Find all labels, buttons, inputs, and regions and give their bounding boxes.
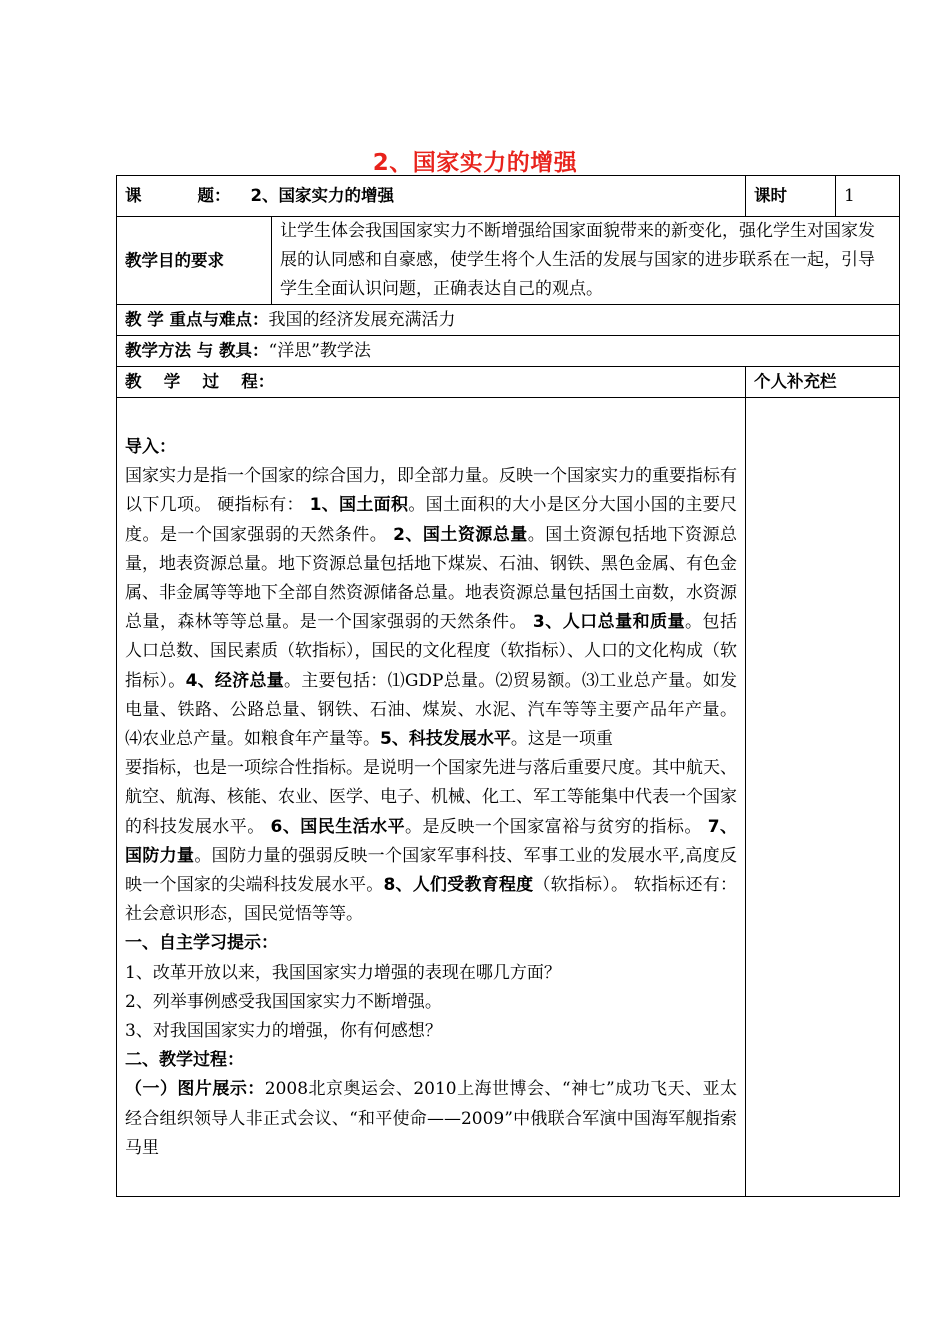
question-3: 3、对我国国家实力的增强，你有何感想？ [125, 1021, 442, 1042]
document-title: 2、国家实力的增强 [372, 150, 578, 176]
text-run: 要指标，也是一项综合性指标。是说明一个国家先进与落后重要尺度。其中航天、航空、航海、核能、农业、医学、电子、机械、化工、军工等能集中代表一个国家的科技发展水平。 [125, 758, 738, 837]
bold-term: 7、国防力量 [125, 816, 738, 866]
text-run: 。是反映一个国家富裕与贫穷的指标。 [405, 816, 708, 837]
goals-label-cell [117, 217, 272, 305]
text-run: 国家实力是指一个国家的综合国力，即全部力量。反映一个国家实力的重要指标有以下几项。 硬指标有： [125, 466, 738, 516]
method-label: 教学方法 与 教具： [125, 341, 269, 360]
section1-heading: 一、自主学习提示： [125, 933, 278, 954]
method-cell [117, 336, 900, 367]
period-value: 1 [844, 185, 855, 206]
goals-text: 让学生体会我国国家实力不断增强给国家面貌带来的新变化，强化学生对国家发展的认同感和自豪感，使学生将个人生活的发展与国家的进步联系在一起，引导学生全面认识问题，正确表达自己的观点。 [280, 221, 875, 299]
process-label: 教 学 过 程： [125, 372, 275, 391]
text-run: 。国防力量的强弱反映一个国家军事科技、军事工业的发展水平,高度反映一个国家的尖端科技发展水平。 [125, 845, 738, 895]
supplement-cell [746, 398, 900, 1197]
goals-row [117, 217, 900, 305]
text-run: 。这是一项重 [510, 728, 613, 749]
text-run: 。包括人口总数、国民素质（软指标），国民的文化程度（软指标）、人口的文化构成（软指标）。 [125, 612, 738, 691]
bold-term: （一）图片展示： [125, 1079, 265, 1100]
subject-value: 2、国家实力的增强 [250, 186, 394, 205]
focus-value: 我国的经济发展充满活力 [268, 310, 456, 330]
intro-paragraph-1 [125, 462, 737, 754]
focus-row [117, 305, 900, 336]
method-value: “洋思”教学法 [268, 341, 371, 361]
text-run: 。国土面积的大小是区分大国小国的主要尺度。是一个国家强弱的天然条件。 [125, 495, 738, 545]
bold-term: 3、人口总量和质量 [532, 612, 686, 633]
bold-term: 5、科技发展水平 [380, 728, 511, 749]
intro-heading: 导入： [125, 436, 176, 457]
question-2: 2、列举事例感受我国国家实力不断增强。 [125, 991, 442, 1012]
subject-label-b: 题： [197, 186, 231, 205]
process-paragraph-1 [125, 1075, 737, 1163]
subject-label-a: 课 [125, 186, 142, 205]
bold-term: 6、国民生活水平 [270, 816, 406, 837]
period-label: 课时 [754, 186, 788, 205]
subject-row [117, 176, 900, 217]
focus-cell [117, 305, 900, 336]
process-label-cell [117, 367, 746, 398]
text-run: 。国土资源包括地下资源总量，地表资源总量。地下资源总量包括地下煤炭、石油、钢铁、黑色金属、有色金属、非金属等等地下全部自然资源储备总量。地表资源总量包括国土亩数，水资源总量，森林等等总量。是一个国家强弱的天然条件。 [125, 524, 738, 633]
focus-label: 教 学 重点与难点： [125, 310, 269, 329]
supplement-label-cell [746, 367, 900, 398]
goals-label: 教学目的要求 [125, 250, 224, 270]
question-1: 1、改革开放以来，我国国家实力增强的表现在哪几方面？ [125, 962, 561, 983]
process-body-row [117, 398, 900, 1197]
goals-text-cell [272, 217, 900, 305]
bold-term: 8、人们受教育程度 [383, 875, 534, 895]
text-run: 2008北京奥运会、2010上海世博会、“神七”成功飞天、亚太经合组织领导人非正式会议、“和平使命——2009”中俄联合军演中国海军舰指索马里 [125, 1079, 738, 1158]
method-row [117, 336, 900, 367]
process-header-row [117, 367, 900, 398]
bold-term: 1、国土面积 [309, 495, 409, 516]
period-value-cell [836, 176, 900, 217]
text-run: 。主要包括：⑴GDP总量。⑵贸易额。⑶工业总产量。如发电量、铁路、公路总量、钢铁、石油、煤炭、水泥、汽车等等主要产品年产量。 ⑷农业总产量。如粮食年产量等。 [125, 670, 738, 749]
supplement-label: 个人补充栏 [754, 372, 837, 391]
period-label-cell [746, 176, 836, 217]
text-run: （软指标）。 软指标还有：社会意识形态，国民觉悟等等。 [125, 875, 738, 925]
process-content-cell [117, 398, 746, 1197]
lesson-plan-table [116, 175, 900, 1197]
subject-cell [117, 176, 746, 217]
intro-paragraph-2 [125, 754, 737, 929]
bold-term: 4、经济总量 [185, 670, 284, 691]
section2-heading: 二、教学过程： [125, 1050, 244, 1071]
bold-term: 2、国土资源总量 [393, 524, 528, 545]
